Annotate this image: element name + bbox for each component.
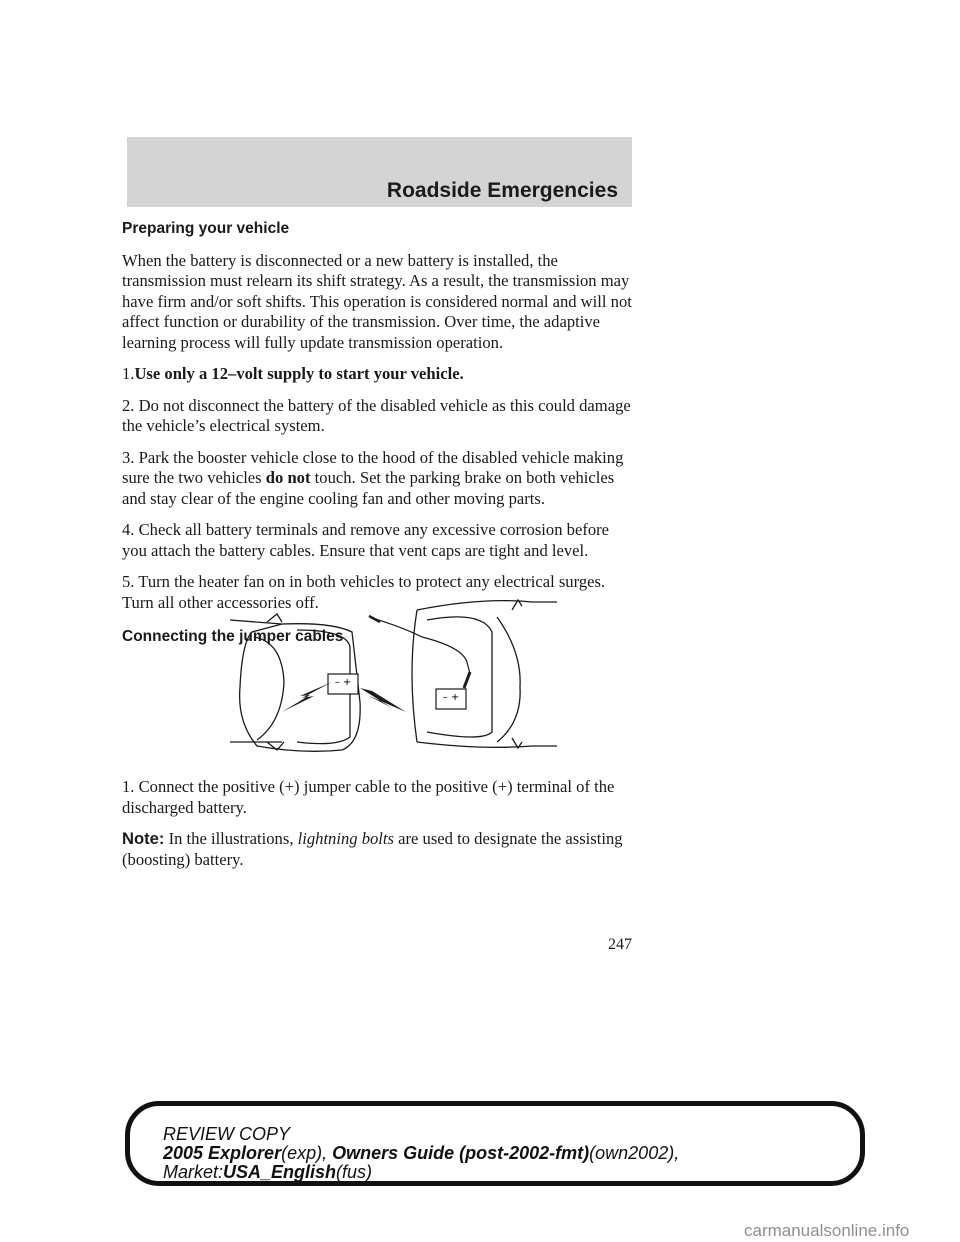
cable-clamp-free-icon [369, 616, 380, 622]
note [122, 829, 637, 870]
step-1 [122, 364, 637, 385]
right-battery [436, 689, 466, 709]
booster-car-outline [412, 600, 557, 748]
page-number: 247 [608, 936, 632, 953]
jumper-cable [372, 618, 470, 674]
connect-step-1: 1. Connect the positive (+) jumper cable to the positive (+) terminal of the discharged battery. [122, 777, 615, 817]
section-title: Roadside Emergencies [386, 179, 618, 202]
step-3 [122, 448, 637, 510]
connecting-content [122, 777, 637, 881]
step-3-bold: do not [265, 468, 311, 487]
watermark: carmanualsonline.info [744, 1221, 910, 1240]
step-1-text: Use only a 12–volt supply to start your vehicle. [134, 364, 464, 383]
market-value: USA_English [223, 1162, 337, 1182]
model-name: 2005 Explorer [163, 1143, 282, 1163]
preparing-heading: Preparing your vehicle [122, 220, 290, 237]
review-line-2: 2005 Explorer(exp), Owners Guide (post-2002-fmt)(own2002), [163, 1143, 680, 1163]
lightning-bolt-right-icon [360, 688, 406, 712]
left-battery [328, 674, 358, 694]
step-2: 2. Do not disconnect the battery of the disabled vehicle as this could damage the vehicle’s electrical system. [122, 395, 631, 435]
note-italic: lightning bolts [297, 829, 394, 848]
guide-code: (own2002) [589, 1143, 675, 1163]
review-line-3 [163, 1163, 679, 1182]
model-code: (exp) [281, 1143, 323, 1163]
step-4: 4. Check all battery terminals and remove any excessive corrosion before you attach the battery cables. Ensure that vent caps are tight and level. [122, 520, 610, 560]
guide-name: Owners Guide (post-2002-fmt) [332, 1143, 590, 1163]
jumper-cable-illustration [222, 592, 562, 754]
cable-clamp-attached-icon [464, 672, 470, 688]
connecting-heading: Connecting the jumper cables [122, 628, 344, 645]
step-5: 5. Turn the heater fan on in both vehicles to protect any electrical surges. Turn all other accessories off. [122, 572, 606, 612]
review-copy-text [163, 1125, 679, 1182]
note-post: are used to designate the assisting (boosting) battery. [122, 829, 623, 869]
note-pre: In the illustrations, [168, 829, 294, 848]
step-3-post: touch. Set the parking brake on both vehicles and stay clear of the engine cooling fan and other moving parts. [122, 468, 615, 508]
battery-right-label: – + [442, 692, 460, 703]
step-3-pre: 3. Park the booster vehicle close to the hood of the disabled vehicle making sure the two vehicles [122, 447, 624, 487]
lightning-bolt-left-icon [282, 682, 332, 712]
review-line-1: REVIEW COPY [163, 1124, 291, 1144]
market-code: (fus) [336, 1162, 373, 1182]
header-band [127, 137, 632, 207]
market-label: Market: [163, 1162, 224, 1182]
step-1-number: 1. [122, 364, 135, 383]
preparing-paragraph: When the battery is disconnected or a new battery is installed, the transmission must relearn its shift strategy. As a result, the transmission may have firm and/or soft shifts. This operation is considered normal and will not affect function or durability of the transmission. Over time, the adaptive learning process will fully update transmission operation. [122, 250, 632, 352]
battery-left-label: – + [334, 677, 352, 688]
note-label: Note: [122, 829, 165, 848]
